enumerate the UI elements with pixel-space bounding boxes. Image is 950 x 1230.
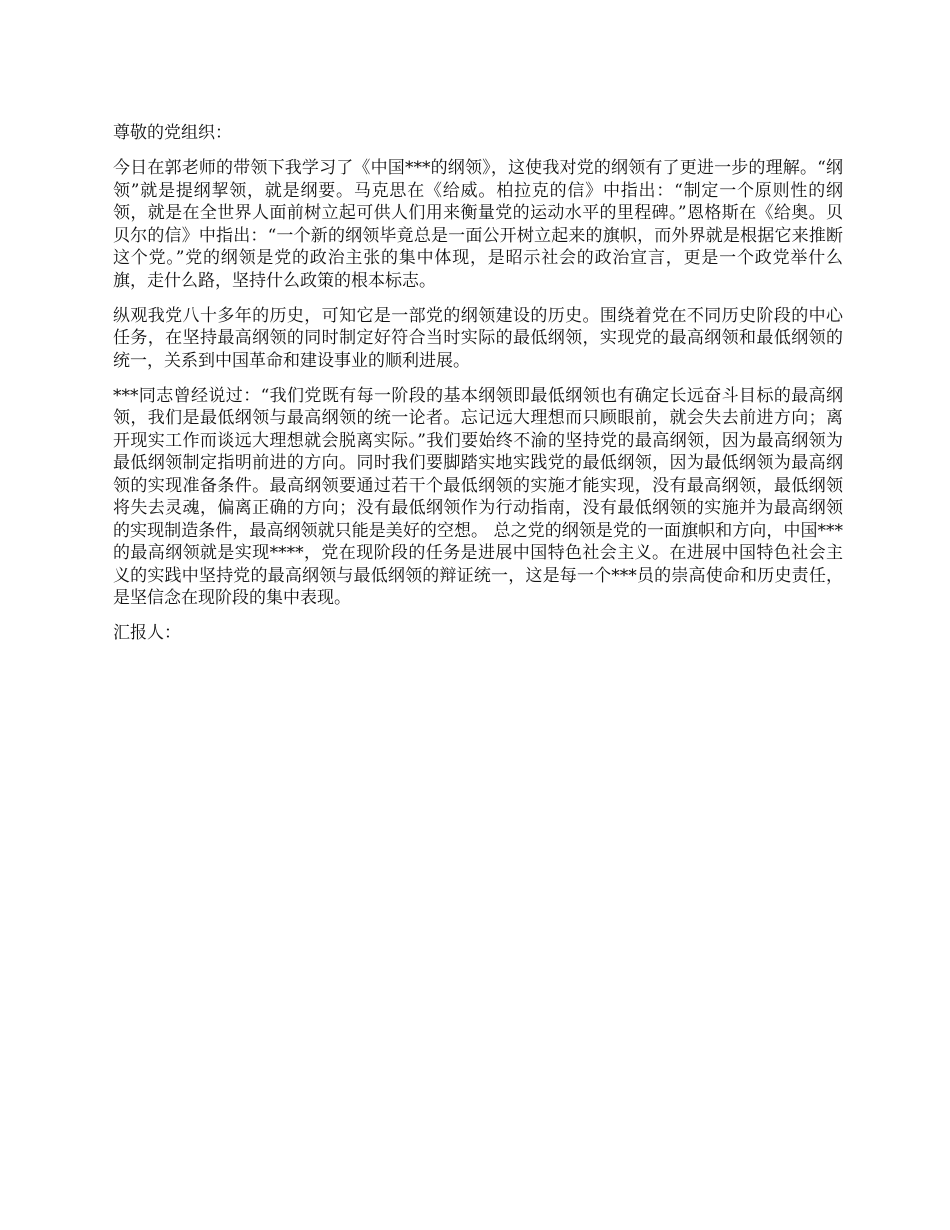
paragraph-1: 今日在郭老师的带领下我学习了《中国***的纲领》，这使我对党的纲领有了更进一步的理解。“纲领”就是提纲挈领，就是纲要。马克思在《给威。柏拉克的信》中指出：“制定一个原则性的纲领，就是在全世界人面前树立起可供人们用来衡量党的运动水平的里程碑。”恩格斯在《给奥。贝贝尔的信》中指出：“一个新的纲领毕竟总是一面公开树立起来的旗帜，而外界就是根据它来推断这个党。”党的纲领是党的政治主张的集中体现，是昭示社会的政治宣言，更是一个政党举什么旗，走什么路，坚持什么政策的根本标志。 (113, 158, 843, 291)
salutation: 尊敬的党组织： (113, 123, 232, 143)
paragraph-3: ***同志曾经说过：“我们党既有每一阶段的基本纲领即最低纲领也有确定长远奋斗目标的最高纲领，我们是最低纲领与最高纲领的统一论者。忘记远大理想而只顾眼前，就会失去前进方向；离开现实工作而谈远大理想就会脱离实际。”我们要始终不渝的坚持党的最高纲领，因为最高纲领为最低纲领制定指明前进的方向。同时我们要脚踏实地实践党的最低纲领，因为最低纲领为最高纲领的实现准备条件。最高纲领要通过若干个最低纲领的实施才能实现，没有最高纲领，最低纲领将失去灵魂，偏离正确的方向；没有最低纲领作为行动指南，没有最低纲领的实施并为最高纲领的实现制造条件，最高纲领就只能是美好的空想。 总之党的纲领是党的一面旗帜和方向，中国***的最高纲领就是实现****，党在现阶段的任务是进展中国特色社会主义。在进展中国特色社会主义的实践中坚持党的最高纲领与最低纲领的辩证统一，这是每一个***员的崇高使命和历史责任，是坚信念在现阶段的集中表现。 (113, 385, 843, 608)
signature: 汇报人： (113, 623, 181, 643)
document-body (113, 122, 843, 657)
paragraph-2: 纵观我党八十多年的历史，可知它是一部党的纲领建设的历史。围绕着党在不同历史阶段的中心任务，在坚持最高纲领的同时制定好符合当时实际的最低纲领，实现党的最高纲领和最低纲领的统一，关系到中国革命和建设事业的顺利进展。 (113, 305, 843, 371)
